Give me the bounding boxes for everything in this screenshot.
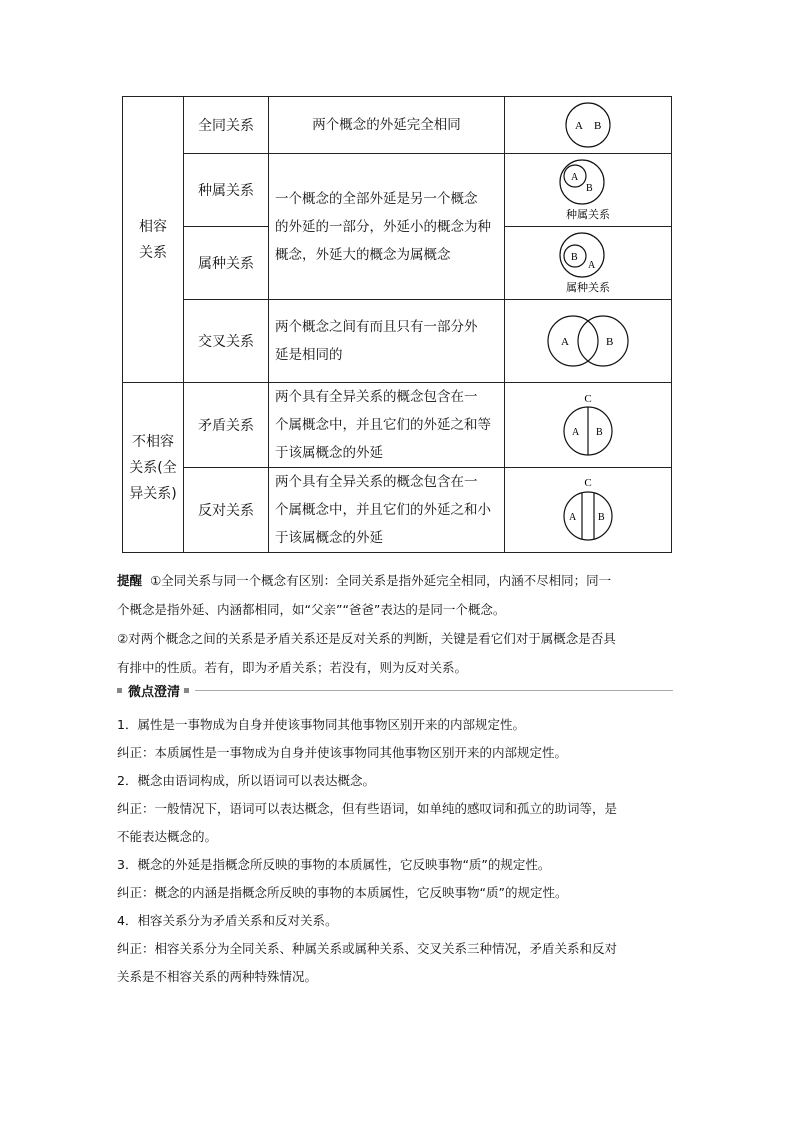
note-line: 个概念是指外延、内涵都相同，如“父亲”“爸爸”表达的是同一个概念。 xyxy=(117,602,506,617)
venn-identity-diagram xyxy=(505,97,672,154)
category-line: 相容 xyxy=(139,218,167,235)
point-line: 1．属性是一事物成为自身并使该事物同其他事物区别开来的内部规定性。 xyxy=(117,717,525,732)
point-line: 纠正：一般情况下，语词可以表达概念，但有些语词，如单纯的感叹词和孤立的助词等，是 xyxy=(117,801,618,816)
table-row xyxy=(123,300,672,383)
letter-b: B xyxy=(606,336,614,348)
category-line: 关系 xyxy=(139,244,167,261)
category-compatible xyxy=(123,97,184,383)
letter-a: A xyxy=(561,336,569,348)
clarification-points xyxy=(117,711,679,991)
desc-line: 一个概念的全部外延是另一个概念 xyxy=(275,190,478,207)
category-line: 关系(全 xyxy=(129,459,177,476)
category-incompatible xyxy=(123,383,184,553)
category-line: 异关系) xyxy=(129,485,177,502)
letter-b: B xyxy=(586,183,593,194)
table-row xyxy=(123,383,672,468)
venn-genus-species-diagram xyxy=(505,227,672,300)
relation-description xyxy=(269,383,505,468)
relation-name: 属种关系 xyxy=(184,227,269,300)
square-bullet-icon xyxy=(117,688,122,693)
note-title: 提醒 xyxy=(117,573,143,588)
divider xyxy=(195,690,673,691)
letter-b: B xyxy=(594,120,602,132)
desc-line: 的外延的一部分，外延小的概念为种 xyxy=(275,218,491,235)
relation-name: 全同关系 xyxy=(184,97,269,154)
table-row xyxy=(123,154,672,227)
letter-b: B xyxy=(571,252,578,263)
desc-line: 概念，外延大的概念为属概念 xyxy=(275,246,451,263)
relation-description-merged xyxy=(269,154,505,300)
desc-line: 个属概念中，并且它们的外延之和等 xyxy=(275,417,491,433)
note-text: ①全同关系与同一个概念有区别：全同关系是指外延完全相同，内涵不尽相同；同一 xyxy=(149,573,612,588)
note-line xyxy=(117,566,679,595)
relation-description xyxy=(269,300,505,383)
letter-b: B xyxy=(596,427,603,438)
venn-species-genus-diagram xyxy=(505,154,672,227)
point-line: 纠正：相容关系分为全同关系、种属关系或属种关系、交叉关系三种情况，矛盾关系和反对 xyxy=(117,941,618,956)
letter-a: A xyxy=(572,427,580,438)
reminder-notes xyxy=(117,566,679,682)
point-line: 3．概念的外延是指概念所反映的事物的本质属性，它反映事物“质”的规定性。 xyxy=(117,857,551,872)
letter-c: C xyxy=(584,393,592,405)
desc-line: 两个概念之间有而且只有一部分外 xyxy=(275,319,478,335)
relation-name: 矛盾关系 xyxy=(184,383,269,468)
point-line: 4．相容关系分为矛盾关系和反对关系。 xyxy=(117,913,338,928)
relation-name: 反对关系 xyxy=(184,468,269,553)
note-line: 有排中的性质。若有，即为矛盾关系；若没有，则为反对关系。 xyxy=(117,660,468,675)
table-row xyxy=(123,97,672,154)
relation-description xyxy=(269,468,505,553)
letter-c: C xyxy=(584,477,592,489)
letter-b: B xyxy=(598,512,605,523)
section-title: 微点澄清 xyxy=(128,684,181,700)
letter-a: A xyxy=(588,260,596,271)
relation-name: 种属关系 xyxy=(184,154,269,227)
point-line: 关系是不相容关系的两种特殊情况。 xyxy=(117,969,318,984)
note-line: ②对两个概念之间的关系是矛盾关系还是反对关系的判断，关键是看它们对于属概念是否具 xyxy=(117,631,616,646)
desc-line: 于该属概念的外延 xyxy=(275,445,383,461)
venn-contrary-diagram xyxy=(505,468,672,553)
point-line: 不能表达概念的。 xyxy=(117,829,218,844)
concept-relation-table xyxy=(122,96,672,553)
table-row xyxy=(123,468,672,553)
venn-contradictory-diagram xyxy=(505,383,672,468)
desc-line: 两个具有全异关系的概念包含在一 xyxy=(275,474,478,490)
desc-line: 个属概念中，并且它们的外延之和小 xyxy=(275,502,491,518)
category-line: 不相容 xyxy=(132,433,174,450)
letter-a: A xyxy=(569,512,577,523)
desc-line: 于该属概念的外延 xyxy=(275,530,383,546)
diagram-caption: 属种关系 xyxy=(566,282,610,294)
relation-description: 两个概念的外延完全相同 xyxy=(269,97,505,154)
desc-line: 延是相同的 xyxy=(275,347,343,363)
square-bullet-icon xyxy=(184,688,189,693)
desc-line: 两个具有全异关系的概念包含在一 xyxy=(275,389,478,405)
point-line: 纠正：本质属性是一事物成为自身并使该事物同其他事物区别开来的内部规定性。 xyxy=(117,745,568,760)
relation-name: 交叉关系 xyxy=(184,300,269,383)
venn-intersect-diagram xyxy=(505,300,672,383)
letter-a: A xyxy=(575,120,583,132)
diagram-caption: 种属关系 xyxy=(566,209,610,221)
point-line: 纠正：概念的内涵是指概念所反映的事物的本质属性，它反映事物“质”的规定性。 xyxy=(117,885,568,900)
letter-a: A xyxy=(571,172,579,183)
point-line: 2．概念由语词构成，所以语词可以表达概念。 xyxy=(117,773,375,788)
section-header xyxy=(117,680,673,700)
